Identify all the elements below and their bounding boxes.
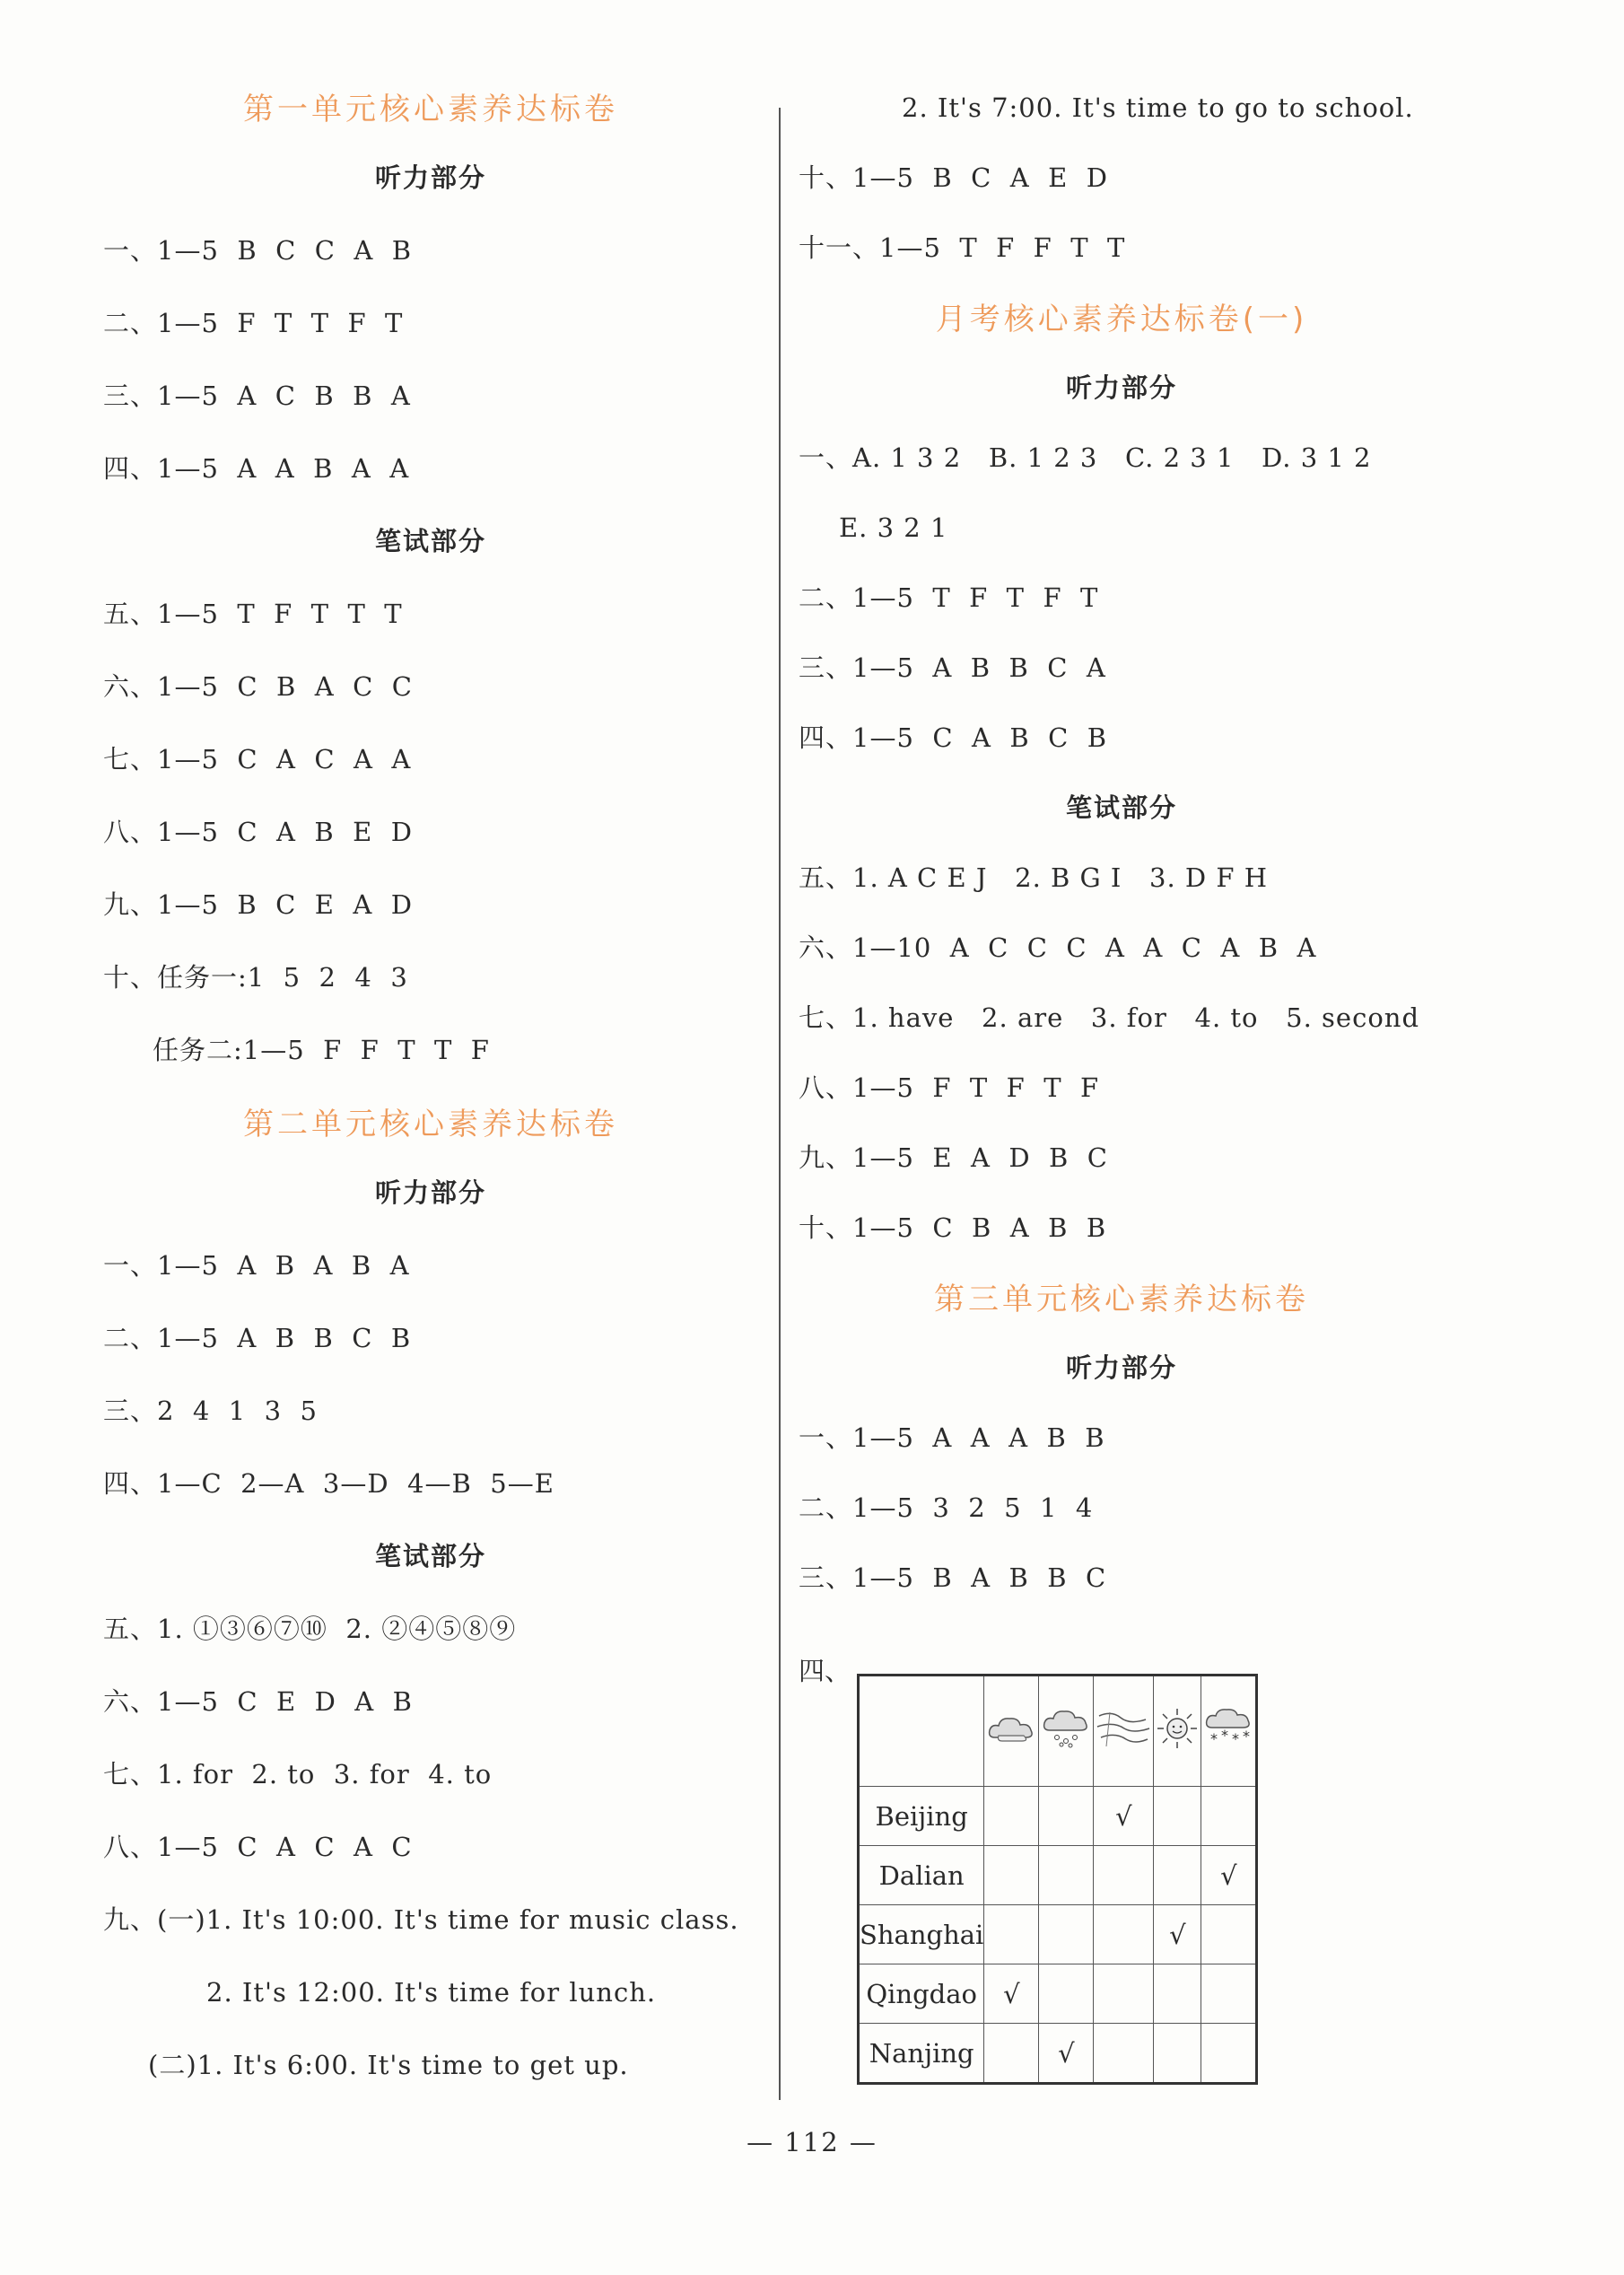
check-mark: √ bbox=[1039, 2024, 1094, 2084]
city-cell: Qingdao bbox=[859, 1964, 984, 2024]
unit2-listening-heading: 听力部分 bbox=[374, 1177, 486, 1208]
check-mark: √ bbox=[1154, 1905, 1201, 1964]
table-header-row bbox=[859, 1676, 1257, 1787]
answer-line: 四、1—5 C A B C B bbox=[799, 722, 1108, 753]
windy-icon bbox=[1094, 1676, 1154, 1787]
answer-line: 五、1. ①③⑥⑦⑩ 2. ②④⑤⑧⑨ bbox=[103, 1614, 517, 1644]
answer-line: 十、1—5 C B A B B bbox=[799, 1212, 1107, 1243]
answer-line: E. 3 2 1 bbox=[839, 512, 948, 543]
svg-text:*: * bbox=[1232, 1729, 1240, 1747]
weather-table bbox=[857, 1674, 1258, 2085]
unit2-title: 第二单元核心素养达标卷 bbox=[243, 1107, 618, 1142]
city-cell: Nanjing bbox=[859, 2024, 984, 2084]
answer-line: 二、1—5 3 2 5 1 4 bbox=[799, 1492, 1094, 1523]
answer-line: 八、1—5 C A B E D bbox=[103, 817, 413, 847]
unit2-writing-heading: 笔试部分 bbox=[374, 1541, 486, 1571]
answer-line: 一、A. 1 3 2 B. 1 2 3 C. 2 3 1 D. 3 1 2 bbox=[799, 442, 1372, 473]
check-mark: √ bbox=[1094, 1787, 1154, 1846]
answer-line: 六、1—5 C B A C C bbox=[103, 671, 413, 702]
answer-line: 九、(一)1. It's 10:00. It's time for music class. bbox=[103, 1904, 739, 1935]
question-four-prefix: 四、 bbox=[799, 1656, 851, 1686]
left-column bbox=[103, 90, 767, 2120]
unit1-writing-heading: 笔试部分 bbox=[374, 526, 486, 556]
answer-line: 2. It's 7:00. It's time to go to school. bbox=[902, 92, 1414, 123]
answer-line: 二、1—5 A B B C B bbox=[103, 1323, 412, 1353]
answer-line: 十、1—5 B C A E D bbox=[799, 162, 1108, 193]
page-number: — 112 — bbox=[747, 2127, 877, 2157]
answer-line: 一、1—5 A B A B A bbox=[103, 1250, 410, 1281]
answer-line: 三、1—5 A B B C A bbox=[799, 652, 1106, 683]
right-column bbox=[799, 90, 1445, 1630]
rainy-icon bbox=[1039, 1676, 1094, 1787]
answer-line: 七、1. have 2. are 3. for 4. to 5. second bbox=[799, 1002, 1420, 1033]
table-row bbox=[859, 2024, 1257, 2084]
answer-line: 十、任务一:1 5 2 4 3 bbox=[103, 962, 408, 993]
answer-line: 一、1—5 A A A B B bbox=[799, 1422, 1105, 1453]
answer-line: 七、1—5 C A C A A bbox=[103, 744, 412, 774]
answer-line: 六、1—5 C E D A B bbox=[103, 1686, 413, 1717]
answer-line: 六、1—10 A C C C A A C A B A bbox=[799, 932, 1317, 963]
check-mark: √ bbox=[1201, 1846, 1257, 1905]
answer-line: 八、1—5 F T F T F bbox=[799, 1072, 1100, 1103]
table-row bbox=[859, 1787, 1257, 1846]
svg-text:*: * bbox=[1210, 1729, 1218, 1747]
answer-line: 四、1—5 A A B A A bbox=[103, 453, 410, 484]
svg-text:*: * bbox=[1243, 1727, 1251, 1745]
answer-line: 任务二:1—5 F F T T F bbox=[153, 1035, 490, 1065]
unit3-listening-heading: 听力部分 bbox=[1065, 1352, 1177, 1383]
city-cell: Dalian bbox=[859, 1846, 984, 1905]
answer-line: 三、2 4 1 3 5 bbox=[103, 1396, 318, 1426]
table-row bbox=[859, 1846, 1257, 1905]
answer-line: 三、1—5 A C B B A bbox=[103, 381, 411, 411]
answer-line: 二、1—5 T F T F T bbox=[799, 582, 1099, 613]
snowy-icon bbox=[1201, 1676, 1257, 1787]
cloudy-icon bbox=[984, 1676, 1039, 1787]
monthly-listening-heading: 听力部分 bbox=[1065, 372, 1177, 403]
unit3-title: 第三单元核心素养达标卷 bbox=[934, 1282, 1309, 1317]
answer-line: 十一、1—5 T F F T T bbox=[799, 232, 1126, 263]
table-row bbox=[859, 1964, 1257, 2024]
empty-header-cell bbox=[859, 1676, 984, 1787]
monthly-writing-heading: 笔试部分 bbox=[1065, 792, 1177, 823]
answer-line: 八、1—5 C A C A C bbox=[103, 1832, 413, 1862]
monthly-title: 月考核心素养达标卷(一) bbox=[935, 302, 1308, 337]
answer-line: 2. It's 12:00. It's time for lunch. bbox=[206, 1977, 657, 2008]
answer-line: (二)1. It's 6:00. It's time to get up. bbox=[148, 2050, 629, 2080]
answer-line: 五、1—5 T F T T T bbox=[103, 599, 403, 629]
unit1-listening-heading: 听力部分 bbox=[374, 162, 486, 193]
answer-line: 四、1—C 2—A 3—D 4—B 5—E bbox=[103, 1468, 554, 1499]
svg-text:*: * bbox=[1221, 1726, 1229, 1744]
answer-line: 二、1—5 F T T F T bbox=[103, 308, 404, 338]
column-divider bbox=[779, 108, 781, 2100]
answer-line: 七、1. for 2. to 3. for 4. to bbox=[103, 1759, 493, 1789]
table-row bbox=[859, 1905, 1257, 1964]
city-cell: Beijing bbox=[859, 1787, 984, 1846]
check-mark: √ bbox=[984, 1964, 1039, 2024]
answer-line: 五、1. A C E J 2. B G I 3. D F H bbox=[799, 862, 1269, 893]
answer-line: 九、1—5 E A D B C bbox=[799, 1142, 1108, 1173]
answer-line: 一、1—5 B C C A B bbox=[103, 235, 413, 266]
city-cell: Shanghai bbox=[859, 1905, 984, 1964]
sunny-icon bbox=[1154, 1676, 1201, 1787]
unit1-title: 第一单元核心素养达标卷 bbox=[243, 92, 618, 127]
answer-line: 三、1—5 B A B B C bbox=[799, 1562, 1107, 1593]
answer-line: 九、1—5 B C E A D bbox=[103, 889, 413, 920]
